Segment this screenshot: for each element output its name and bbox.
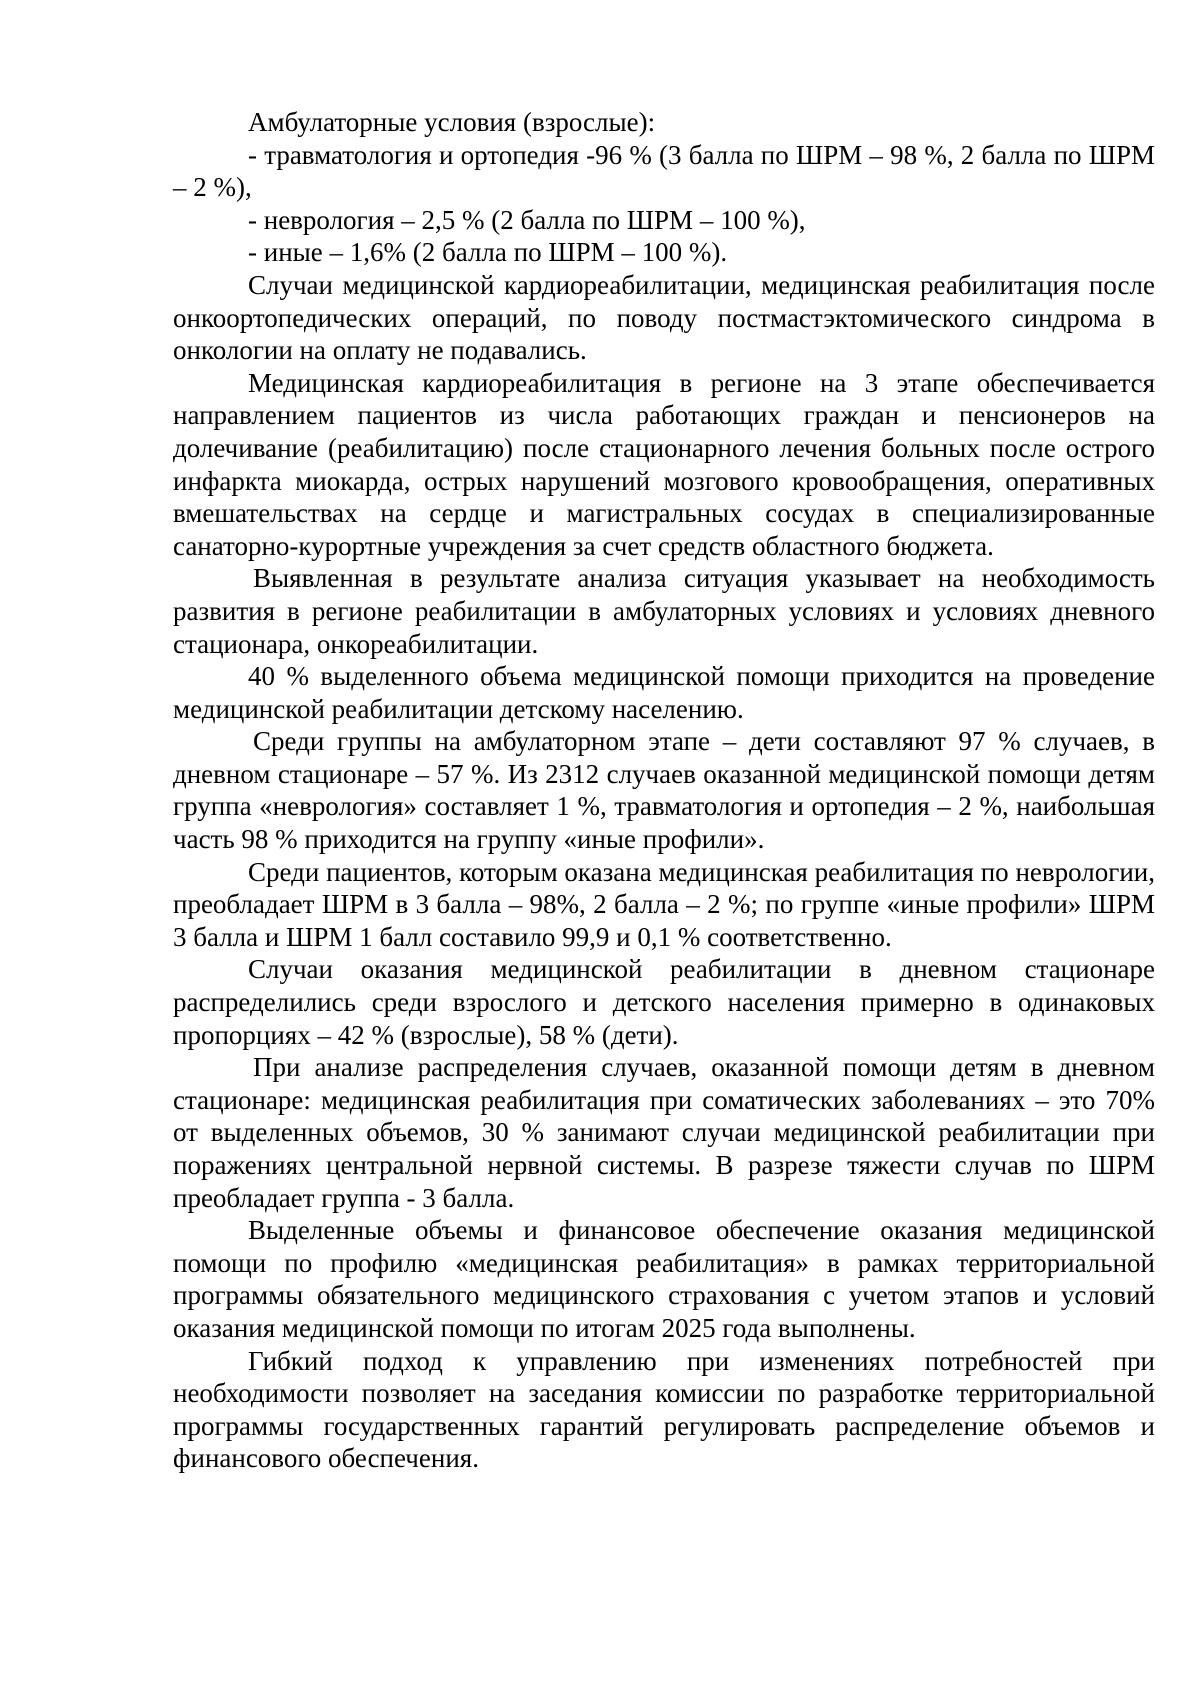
paragraph: Случаи оказания медицинской реабилитации в дневном стационаре распределились среди взрослого и детского населения примерно в одинаковых пропорциях – 42 % (взрослые), 58 % (дети). (173, 954, 1155, 1050)
paragraph: Выявленная в результате анализа ситуация указывает на необходимость развития в регионе реабилитации в амбулаторных условиях и условиях дневного стационара, онкореабилитации. (173, 563, 1155, 659)
list-item: - травматология и ортопедия -96 % (3 балла по ШРМ – 98 %, 2 балла по ШРМ – 2 %), (173, 139, 1155, 203)
document-body (173, 106, 1155, 1475)
paragraph: Случаи медицинской кардиореабилитации, медицинская реабилитация после онкоортопедических операций, по поводу постмастэктомического синдрома в онкологии на оплату не подавались. (173, 269, 1155, 366)
list-item: - неврология – 2,5 % (2 балла по ШРМ – 100 %), (248, 204, 806, 235)
paragraph: Среди группы на амбулаторном этапе – дети составляют 97 % случаев, в дневном стационаре – 57 %. Из 2312 случаев оказанной медицинской помощи детям группа «неврология» составляет 1 %, травматология и ортопедия – 2 %, наибольшая часть 98 % приходится на группу «иные профили». (173, 726, 1155, 855)
paragraph: Выделенные объемы и финансовое обеспечение оказания медицинской помощи по профилю «медицинская реабилитация» в рамках территориальной программы обязательного медицинского страхования с учетом этапов и условий оказания медицинской помощи по итогам 2025 года выполнены. (173, 1215, 1155, 1343)
section-subtitle: Амбулаторные условия (взрослые): (248, 107, 656, 137)
list-item: - иные – 1,6% (2 балла по ШРМ – 100 %). (248, 237, 728, 268)
paragraph: Гибкий подход к управлению при изменениях потребностей при необходимости позволяет на заседания комиссии по разработке территориальной программы государственных гарантий регулировать распределение объемов и финансового обеспечения. (173, 1345, 1155, 1474)
paragraph: Среди пациентов, которым оказана медицинская реабилитация по неврологии, преобладает ШРМ в 3 балла – 98%, 2 балла – 2 %; по группе «иные профили» ШРМ 3 балла и ШРМ 1 балл составило 99,9 и 0,1 % соответственно. (173, 856, 1155, 952)
paragraph: 40 % выделенного объема медицинской помощи приходится на проведение медицинской реабилитации детскому населению. (173, 661, 1155, 724)
paragraph: Медицинская кардиореабилитация в регионе на 3 этапе обеспечивается направлением пациентов из числа работающих граждан и пенсионеров на долечивание (реабилитацию) после стационарного лечения больных после острого инфаркта миокарда, острых нарушений мозгового кровообращения, оперативных вмешательствах на сердце и магистральных сосудах в специализированные санаторно-курортные учреждения за счет средств областного бюджета. (173, 367, 1155, 561)
paragraph: При анализе распределения случаев, оказанной помощи детям в дневном стационаре: медицинская реабилитация при соматических заболеваниях – это 70% от выделенных объемов, 30 % занимают случаи медицинской реабилитации при поражениях центральной нервной системы. В разрезе тяжести случав по ШРМ преобладает группа - 3 балла. (173, 1052, 1155, 1213)
